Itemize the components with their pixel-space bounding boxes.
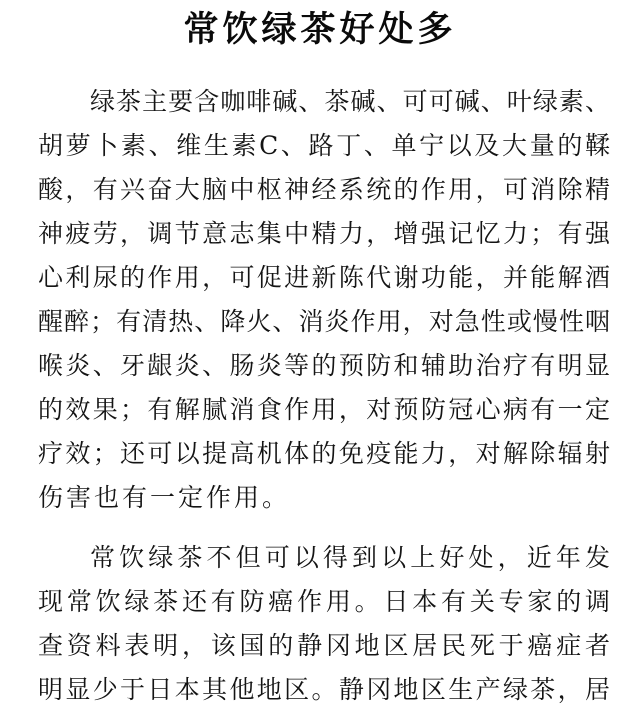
paragraph-1-line: 喉炎、牙龈炎、肠炎等的预防和辅助治疗有明显 — [38, 351, 610, 380]
paragraph-1-line: 心利尿的作用，可促进新陈代谢功能，并能解酒 — [38, 263, 610, 292]
paragraph-1-line: 的效果；有解腻消食作用，对预防冠心病有一定 — [38, 395, 610, 424]
paragraph-2-line: 常饮绿茶不但可以得到以上好处，近年发 — [90, 543, 610, 572]
paragraph-1-line: 绿茶主要含咖啡碱、茶碱、可可碱、叶绿素、 — [90, 87, 610, 116]
paragraph-2-line: 明显少于日本其他地区。静冈地区生产绿茶，居 — [38, 675, 610, 704]
paragraph-1-line: 胡萝卜素、维生素C、路丁、单宁以及大量的鞣 — [38, 131, 610, 160]
paragraph-1-line: 疗效；还可以提高机体的免疫能力，对解除辐射 — [38, 439, 610, 468]
paragraph-1-line: 神疲劳，调节意志集中精力，增强记忆力；有强 — [38, 219, 610, 248]
paragraph-1-line: 醒醉；有清热、降火、消炎作用，对急性或慢性咽 — [38, 307, 610, 336]
article-title: 常饮绿茶好处多 — [183, 10, 457, 50]
paragraph-1-line: 伤害也有一定作用。 — [38, 483, 291, 512]
paragraph-1-line: 酸，有兴奋大脑中枢神经系统的作用，可消除精 — [38, 175, 610, 204]
paragraph-2-line: 查资料表明，该国的静冈地区居民死于癌症者 — [38, 631, 610, 660]
paragraph-2-line: 现常饮绿茶还有防癌作用。日本有关专家的调 — [38, 587, 610, 616]
